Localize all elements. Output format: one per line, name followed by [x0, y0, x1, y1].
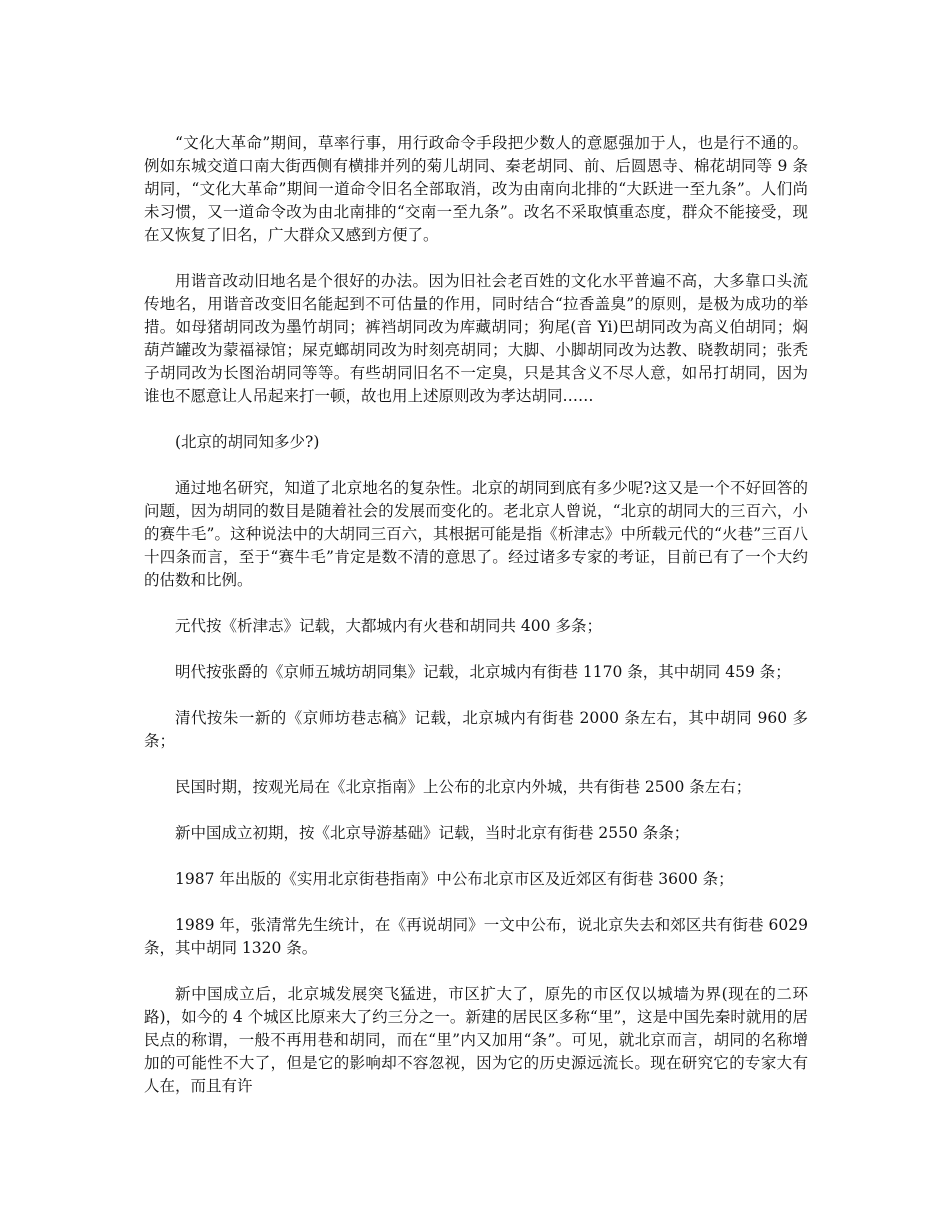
- paragraph-qing-dynasty: 清代按朱一新的《京师坊巷志稿》记载，北京城内有街巷 2000 条左右，其中胡同 960 多条；: [144, 709, 808, 750]
- paragraph-ming-dynasty: 明代按张爵的《京师五城坊胡同集》记载，北京城内有街巷 1170 条，其中胡同 459 条；: [175, 663, 791, 681]
- paragraph-new-china-early: 新中国成立初期，按《北京导游基础》记载，当时北京有街巷 2550 条条；: [175, 824, 690, 842]
- paragraph-homophone-renaming: 用谐音改动旧地名是个很好的办法。因为旧社会老百姓的文化水平普遍不高，大多靠口头流传地名，用谐音改变旧名能起到不可估量的作用，同时结合“拉香盖臭”的原则，是极为成功的举措。如母猪胡同改为墨竹胡同；裤裆胡同改为库藏胡同；狗尾(音 Yi)巴胡同改为高义伯胡同；焖葫芦罐改为蒙福禄馆；屎克螂胡同改为时刻亮胡同；大脚、小脚胡同改为达教、晓教胡同；张秃子胡同改为长图治胡同等等。有些胡同旧名不一定臭，只是其含义不尽人意，如吊打胡同，因为谁也不愿意让人吊起来打一顿，故也用上述原则改为孝达胡同……: [144, 272, 808, 405]
- paragraph-after-founding: 新中国成立后，北京城发展突飞猛进，市区扩大了，原先的市区仅以城墙为界(现在的二环路)，如今的 4 个城区比原来大了约三分之一。新建的居民区多称“里”，这是中国先秦时就用的居民点的称谓，一般不再用巷和胡同，而在“里”内又加用“条”。可见，就北京而言，胡同的名称增加的可能性不大了，但是它的影响却不容忽视，因为它的历史源远流长。现在研究它的专家大有人在，而且有许: [144, 985, 808, 1095]
- paragraph-cultural-revolution: “文化大革命”期间，草率行事，用行政命令手段把少数人的意愿强加于人，也是行不通的。例如东城交道口南大街西侧有横排并列的菊儿胡同、秦老胡同、前、后圆恩寺、棉花胡同等 9 条胡同，“文化大革命”期间一道命令旧名全部取消，改为由南向北排的“大跃进一至九条”。人们尚未习惯，又一道命令改为由北南排的“交南一至九条”。改名不采取慎重态度，群众不能接受，现在又恢复了旧名，广大群众又感到方便了。: [144, 134, 808, 244]
- paragraph-yuan-dynasty: 元代按《析津志》记载，大都城内有火巷和胡同共 400 多条；: [175, 617, 602, 635]
- paragraph-hutong-count-intro: 通过地名研究，知道了北京地名的复杂性。北京的胡同到底有多少呢?这又是一个不好回答的问题，因为胡同的数目是随着社会的发展而变化的。老北京人曾说，“北京的胡同大的三百六，小的赛牛毛”。这种说法中的大胡同三百六，其根据可能是指《析津志》中所载元代的“火巷”三百八十四条而言，至于“赛牛毛”肯定是数不清的意思了。经过诸多专家的考证，目前已有了一个大约的估数和比例。: [144, 479, 808, 589]
- section-heading: (北京的胡同知多少?): [175, 433, 320, 451]
- paragraph-republic-era: 民国时期，按观光局在《北京指南》上公布的北京内外城，共有街巷 2500 条左右；: [175, 778, 752, 796]
- paragraph-1987-guide: 1987 年出版的《实用北京街巷指南》中公布北京市区及近郊区有街巷 3600 条；: [175, 870, 734, 888]
- paragraph-1989-statistics: 1989 年，张清常先生统计，在《再说胡同》一文中公布，说北京失去和郊区共有街巷 6029 条，其中胡同 1320 条。: [144, 916, 808, 957]
- document-page: [144, 132, 808, 1121]
